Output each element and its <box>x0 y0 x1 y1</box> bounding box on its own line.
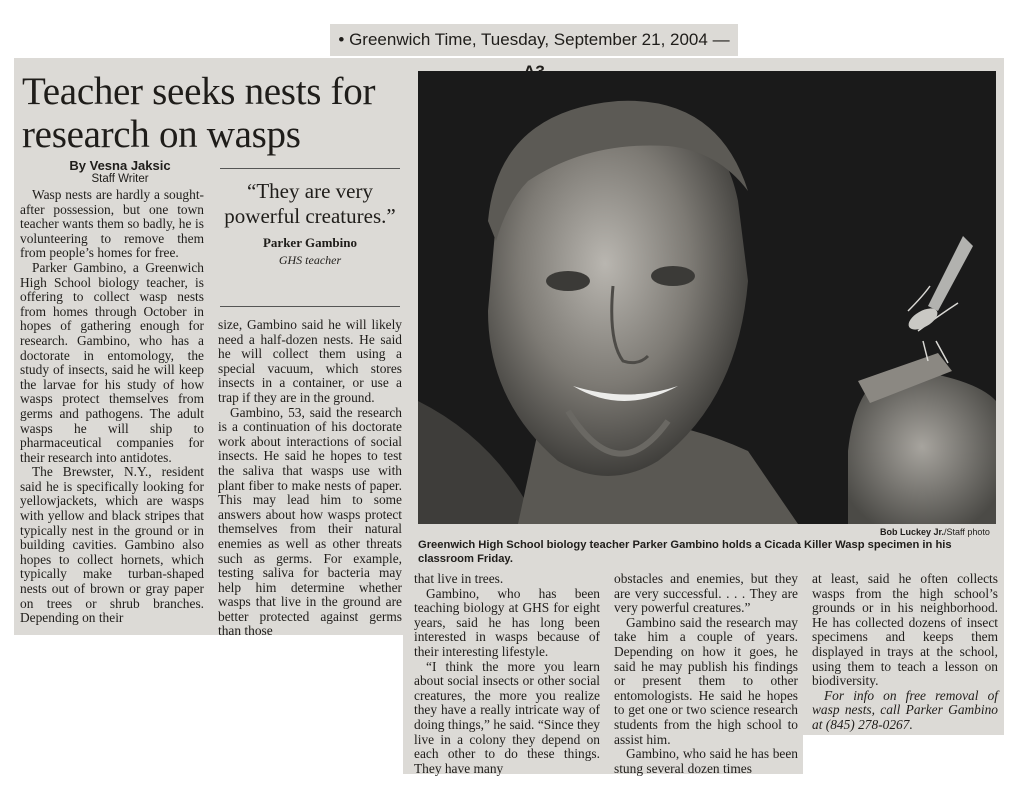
byline-role: Staff Writer <box>91 173 149 185</box>
pullquote-rule <box>220 306 400 307</box>
article-column-1 <box>20 188 204 626</box>
paragraph: Gambino, 53, said the research is a continuation of his doctorate work about interactions of social insects. He said he hopes to test the saliva that wasps use with plant fiber to make nests of paper. This may lead him to some answers about how wasps protect themselves from their natural enemies as well as other threats such as germs. For example, testing saliva for bacteria may help him determine whether wasps that live in the ground are better protected against germs than those <box>218 404 402 639</box>
masthead: • Greenwich Time, Tuesday, September 21, 2004 — <box>330 24 738 56</box>
article-column-3 <box>414 572 600 776</box>
photo <box>418 71 996 524</box>
article-column-5 <box>812 572 998 733</box>
paragraph: obstacles and enemies, but they are very successful. . . . They are very powerful creatures.” <box>614 571 798 616</box>
masthead-text: Greenwich Time, Tuesday, September 21, 2004 <box>349 30 708 49</box>
photo-image <box>418 71 996 524</box>
photo-caption: Greenwich High School biology teacher Parker Gambino holds a Cicada Killer Wasp specimen in his classroom Friday. <box>418 539 952 565</box>
paragraph: Gambino, who has been teaching biology at GHS for eight years, said he has long been interested in wasps because of their interesting lifestyle. <box>414 585 600 659</box>
pullquote-text: “They are very powerful creatures.” <box>224 179 396 228</box>
article-column-2 <box>218 318 402 639</box>
paragraph: “I think the more you learn about social insects or other social creatures, the more you realize they have a really intricate way of doing things,” he said. “Since they live in a colony they depend on each other to do these things. They have many <box>414 658 600 776</box>
paragraph: Wasp nests are hardly a sought-after possession, but one town teacher wants them so badly, he is volunteering to remove them from people’s homes for free. <box>20 187 204 261</box>
byline-name: By Vesna Jaksic <box>69 158 171 173</box>
credit-role: /Staff photo <box>944 527 990 537</box>
headline: Teacher seeks nests for research on wasps <box>22 70 376 156</box>
byline <box>60 158 180 185</box>
bullet: • <box>338 30 350 49</box>
credit-name: Bob Luckey Jr. <box>880 527 945 537</box>
paragraph: Parker Gambino, a Greenwich High School biology teacher, is offering to collect wasp nests from homes through October in hopes of gathering enough for research. Gambino, who has a doctorate in entomology, the study of insects, said he will keep the larvae for his study of how wasps protect themselves from germs and pathogens. The adult wasps he will ship to pharmaceutical companies for their research into antidotes. <box>20 259 204 465</box>
pullquote <box>220 168 400 268</box>
article-column-4 <box>614 572 798 776</box>
pullquote-title: GHS teacher <box>278 253 342 267</box>
paragraph: Gambino said the research may take him a couple of years. Depending on how it goes, he said he may publish his findings or present them to other entomologists. He said he hopes to get one or two science research students from the high school to assist him. <box>614 614 798 747</box>
paragraph: size, Gambino said he will likely need a half-dozen nests. He said he will collect them using a special vacuum, which stores insects in a container, or use a trap if they are in the ground. <box>218 317 402 405</box>
paragraph: The Brewster, N.Y., resident said he is specifically looking for yellowjackets, which are wasps with yellow and black stripes that typically nest in the ground or in building cavities. Gambino also hopes to collect hornets, which typically make turban-shaped nests out of brown or gray paper on trees or shrub branches. Depending on their <box>20 464 204 626</box>
paragraph: Gambino, who said he has been stung several dozen times <box>614 746 798 776</box>
paragraph: that live in trees. <box>414 571 504 586</box>
info-paragraph: For info on free removal of wasp nests, call Parker Gambino at (845) 278-0267. <box>812 687 998 732</box>
pullquote-name: Parker Gambino <box>262 235 357 250</box>
photo-credit <box>880 527 990 537</box>
paragraph: at least, said he often collects wasps from the high school’s grounds or in his neighborhood. He has collected dozens of insect specimens and keeps them displayed in trays at the school, using them to teach a lesson on biodiversity. <box>812 571 998 689</box>
